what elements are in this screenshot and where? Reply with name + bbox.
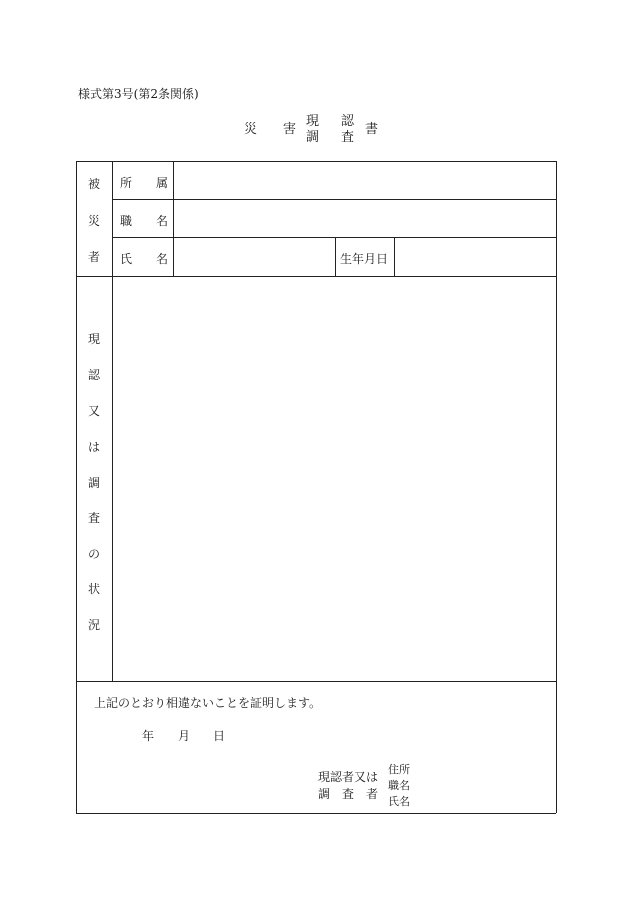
affiliation-label-a: 所 [120,176,133,190]
title-stack-a-bottom: 調 [306,130,320,145]
status-label-char: 況 [87,618,100,632]
title-stack-b-bottom: 査 [341,130,355,145]
title-stack-a-top: 現 [306,114,320,129]
certifier-line-2-char-a: 調 [318,787,331,801]
status-label-char: 状 [87,582,100,596]
status-label-char: 認 [87,368,100,382]
name-field[interactable] [174,238,335,276]
certifier-address-label: 住所 [388,763,410,776]
victim-label-char: 災 [87,214,100,228]
position-label-a: 職 [120,214,133,228]
status-label-char: 又 [87,404,100,418]
date-day-label: 日 [213,729,226,743]
col-divider-birth-left [335,237,336,276]
status-label-char: は [87,440,100,454]
birthdate-field[interactable] [395,238,556,276]
row-divider-4 [76,681,556,682]
title-char-1: 災 [244,122,258,137]
border-right [556,161,557,813]
victim-label-char: 被 [87,177,100,191]
position-field[interactable] [174,200,556,237]
status-description-field[interactable] [113,277,556,681]
date-year-label: 年 [142,729,155,743]
form-number: 様式第3号(第2条関係) [78,87,199,101]
victim-label-char: 者 [87,250,100,264]
affiliation-field[interactable] [174,162,556,199]
title-stack-b-top: 認 [341,114,355,129]
status-label-char: 現 [87,332,100,346]
affiliation-label-b: 属 [156,176,169,190]
title-char-last: 書 [365,122,379,137]
certifier-name-label: 氏名 [388,795,410,808]
name-label-b: 名 [156,252,169,266]
certifier-position-label: 職名 [388,779,410,792]
birthdate-label: 生年月日 [340,252,389,266]
name-label-a: 氏 [120,252,133,266]
position-label-b: 名 [156,214,169,228]
status-label-char: 査 [87,511,100,525]
border-left [76,161,77,813]
border-bottom [76,813,556,814]
certification-statement: 上記のとおり相違ないことを証明します。 [94,696,322,710]
title-char-2: 害 [283,122,297,137]
status-label-char: 調 [87,476,100,490]
date-month-label: 月 [178,729,191,743]
status-label-char: の [87,547,100,561]
certifier-line-2-char-c: 者 [366,787,379,801]
certifier-info-field[interactable] [414,760,554,810]
certifier-line-2-char-b: 査 [342,787,355,801]
certifier-line-1: 現認者又は [318,770,379,784]
